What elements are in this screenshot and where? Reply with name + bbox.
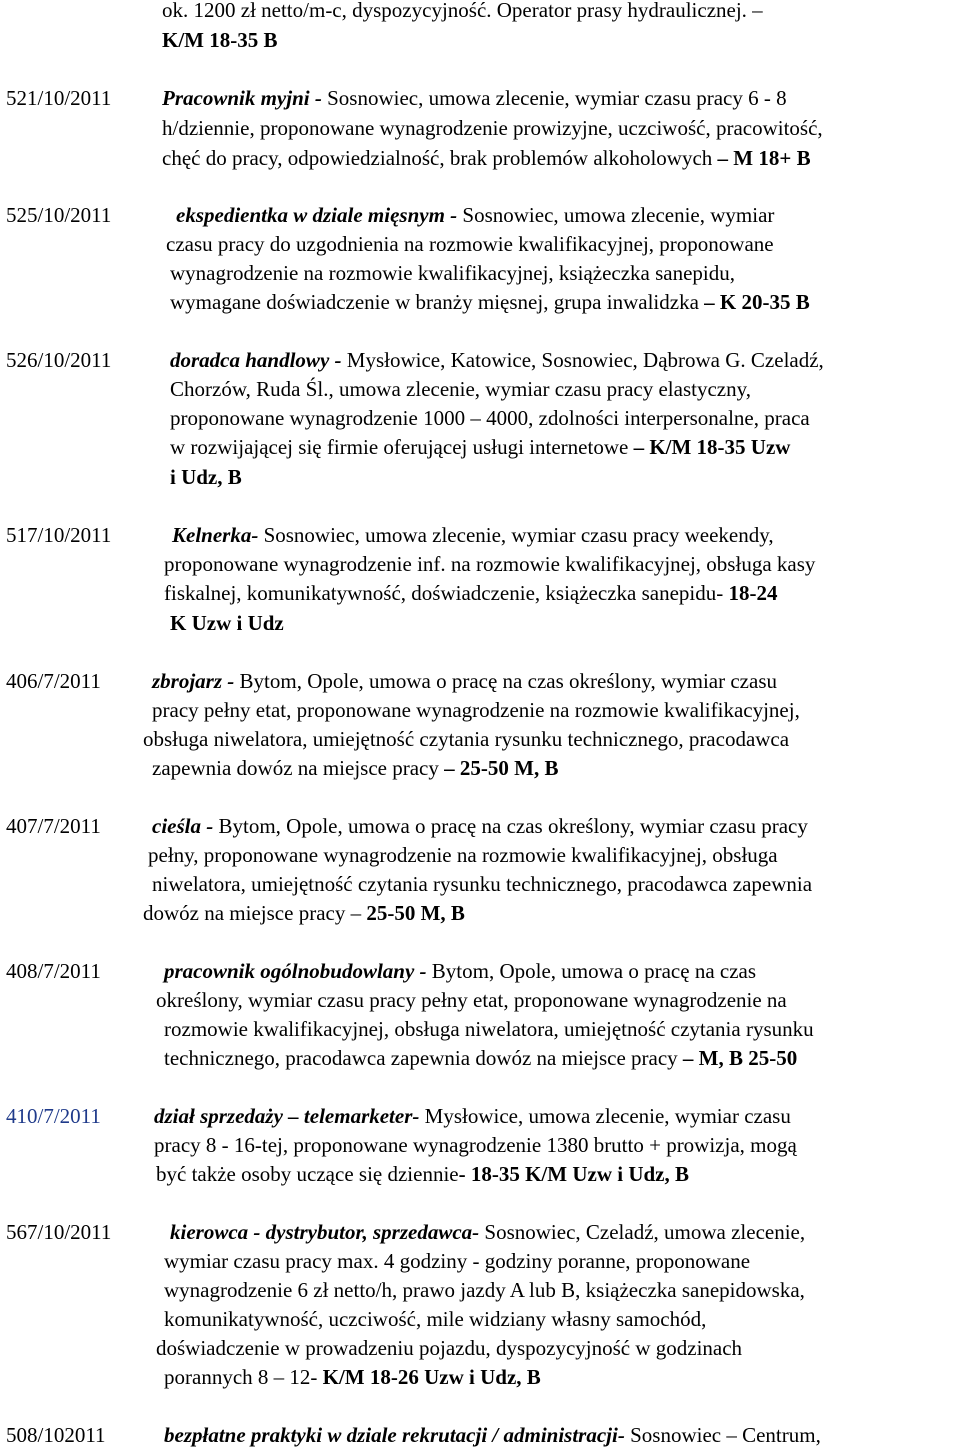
offer-id: 508/102011 xyxy=(6,1423,106,1447)
offer-text: Sosnowiec – Centrum, xyxy=(624,1423,821,1447)
offer-line: określony, wymiar czasu pracy pełny etat, proponowane wynagrodzenie na xyxy=(156,988,787,1012)
requirements-tag: i Udz, B xyxy=(170,465,242,489)
offer-text: porannych 8 – 12- xyxy=(164,1365,323,1389)
requirements-tag: - 18-35 K/M Uzw i Udz, B xyxy=(458,1162,689,1186)
offer-line xyxy=(164,1363,541,1391)
offer-line xyxy=(164,957,756,985)
job-title: dział sprzedaży – telemarketer- xyxy=(154,1104,420,1128)
offer-line xyxy=(152,812,808,840)
offer-line xyxy=(162,144,811,172)
job-title: Pracownik myjni - xyxy=(162,86,322,110)
offer-line: Chorzów, Ruda Śl., umowa zlecenie, wymiar czasu pracy elastyczny, xyxy=(170,377,751,401)
offer-line xyxy=(164,1421,821,1449)
job-title: pracownik ogólnobudowlany - xyxy=(164,959,427,983)
offer-line: proponowane wynagrodzenie inf. na rozmowie kwalifikacyjnej, obsługa kasy xyxy=(164,552,816,576)
offer-text: zapewnia dowóz na miejsce pracy xyxy=(152,756,445,780)
offer-line xyxy=(170,346,824,374)
offer-text: Bytom, Opole, umowa o pracę na czas xyxy=(426,959,757,983)
offer-text: wymagane doświadczenie w branży mięsnej, grupa inwalidzka xyxy=(170,290,705,314)
offer-id: 567/10/2011 xyxy=(6,1220,112,1244)
offer-line: pracy pełny etat, proponowane wynagrodzenie na rozmowie kwalifikacyjnej, xyxy=(152,698,800,722)
requirements-tag: – M, B 25-50 xyxy=(682,1046,798,1070)
offer-text: fiskalnej, komunikatywność, doświadczenie, książeczka sanepidu- xyxy=(164,581,729,605)
requirements-tag: – K/M 18-35 Uzw xyxy=(633,435,791,459)
requirements-tag: 25-50 M, B xyxy=(366,901,465,925)
requirements-tag: K/M 18-26 Uzw i Udz, B xyxy=(322,1365,541,1389)
offer-line: doświadczenie w prowadzeniu pojazdu, dyspozycyjność w godzinach xyxy=(156,1336,743,1360)
offer-text: Mysłowice, Katowice, Sosnowiec, Dąbrowa G. Czeladź, xyxy=(341,348,824,372)
requirements-tag: – K 20-35 B xyxy=(704,290,810,314)
requirements-tag: – 25-50 M, B xyxy=(444,756,559,780)
offer-id: 410/7/2011 xyxy=(6,1104,101,1128)
offer-line xyxy=(143,899,465,927)
offer-line xyxy=(152,667,777,695)
job-title: ekspedientka w dziale mięsnym - xyxy=(176,203,458,227)
offer-text: Sosnowiec, umowa zlecenie, wymiar czasu pracy 6 - 8 xyxy=(321,86,787,110)
offer-id: 517/10/2011 xyxy=(6,523,112,547)
offer-line: obsługa niwelatora, umiejętność czytania rysunku technicznego, pracodawca xyxy=(143,727,790,751)
offer-line: komunikatywność, uczciwość, mile widziany własny samochód, xyxy=(164,1307,707,1331)
offer-text: chęć do pracy, odpowiedzialność, brak problemów alkoholowych xyxy=(162,146,718,170)
job-title: doradca handlowy - xyxy=(170,348,342,372)
offer-id: 525/10/2011 xyxy=(6,203,112,227)
offer-id: 407/7/2011 xyxy=(6,814,101,838)
job-title: kierowca - dystrybutor, sprzedawca- xyxy=(170,1220,480,1244)
offer-id: 526/10/2011 xyxy=(6,348,112,372)
offer-line xyxy=(154,1102,791,1130)
offer-id: 406/7/2011 xyxy=(6,669,101,693)
requirements-tag: K Uzw i Udz xyxy=(170,611,284,635)
offer-text: w rozwijającej się firmie oferującej usługi internetowe xyxy=(170,435,634,459)
offer-line: pełny, proponowane wynagrodzenie na rozmowie kwalifikacyjnej, obsługa xyxy=(148,843,778,867)
offer-line xyxy=(156,1160,689,1188)
requirements-tag: 18-24 xyxy=(728,581,778,605)
offer-line: h/dziennie, proponowane wynagrodzenie prowizyjne, uczciwość, pracowitość, xyxy=(162,116,823,140)
offer-text: Sosnowiec, umowa zlecenie, wymiar czasu pracy weekendy, xyxy=(258,523,774,547)
offer-text: Sosnowiec, umowa zlecenie, wymiar xyxy=(457,203,775,227)
offer-line: wynagrodzenie na rozmowie kwalifikacyjnej, książeczka sanepidu, xyxy=(170,261,736,285)
offer-line xyxy=(164,579,777,607)
offer-id: 521/10/2011 xyxy=(6,86,112,110)
offer-line xyxy=(176,201,774,229)
offer-line xyxy=(164,1044,797,1072)
offer-line: czasu pracy do uzgodnienia na rozmowie kwalifikacyjnej, proponowane xyxy=(166,232,774,256)
offer-text: Sosnowiec, Czeladź, umowa zlecenie, xyxy=(479,1220,806,1244)
offer-line: wymiar czasu pracy max. 4 godziny - godziny poranne, proponowane xyxy=(164,1249,751,1273)
offer-text: Bytom, Opole, umowa o pracę na czas określony, wymiar czasu pracy xyxy=(213,814,808,838)
job-title: cieśla - xyxy=(152,814,214,838)
offer-line xyxy=(152,754,558,782)
offer-line xyxy=(162,84,787,112)
offer-text: być także osoby uczące się dziennie xyxy=(156,1162,459,1186)
job-title: zbrojarz - xyxy=(152,669,235,693)
offer-text: technicznego, pracodawca zapewnia dowóz na miejsce pracy xyxy=(164,1046,683,1070)
intro-tag: K/M 18-35 B xyxy=(162,28,278,52)
requirements-tag: – M 18+ B xyxy=(717,146,811,170)
offer-line xyxy=(172,521,774,549)
offer-line xyxy=(170,1218,805,1246)
offer-line: proponowane wynagrodzenie 1000 – 4000, zdolności interpersonalne, praca xyxy=(170,406,810,430)
offer-line: wynagrodzenie 6 zł netto/h, prawo jazdy A lub B, książeczka sanepidowska, xyxy=(164,1278,805,1302)
job-title: bezpłatne praktyki w dziale rekrutacji / administracji- xyxy=(164,1423,625,1447)
offer-id: 408/7/2011 xyxy=(6,959,101,983)
offer-text: Bytom, Opole, umowa o pracę na czas określony, wymiar czasu xyxy=(234,669,777,693)
offer-text: dowóz na miejsce pracy – xyxy=(143,901,367,925)
intro-line: ok. 1200 zł netto/m-c, dyspozycyjność. Operator prasy hydraulicznej. – xyxy=(162,0,763,22)
offer-line: niwelatora, umiejętność czytania rysunku technicznego, pracodawca zapewnia xyxy=(152,872,813,896)
offer-text: Mysłowice, umowa zlecenie, wymiar czasu xyxy=(419,1104,791,1128)
offer-line: pracy 8 - 16-tej, proponowane wynagrodzenie 1380 brutto + prowizja, mogą xyxy=(154,1133,797,1157)
offer-line xyxy=(170,288,810,316)
offer-line: rozmowie kwalifikacyjnej, obsługa niwelatora, umiejętność czytania rysunku xyxy=(164,1017,814,1041)
job-title: Kelnerka- xyxy=(172,523,259,547)
offer-line xyxy=(170,433,790,461)
